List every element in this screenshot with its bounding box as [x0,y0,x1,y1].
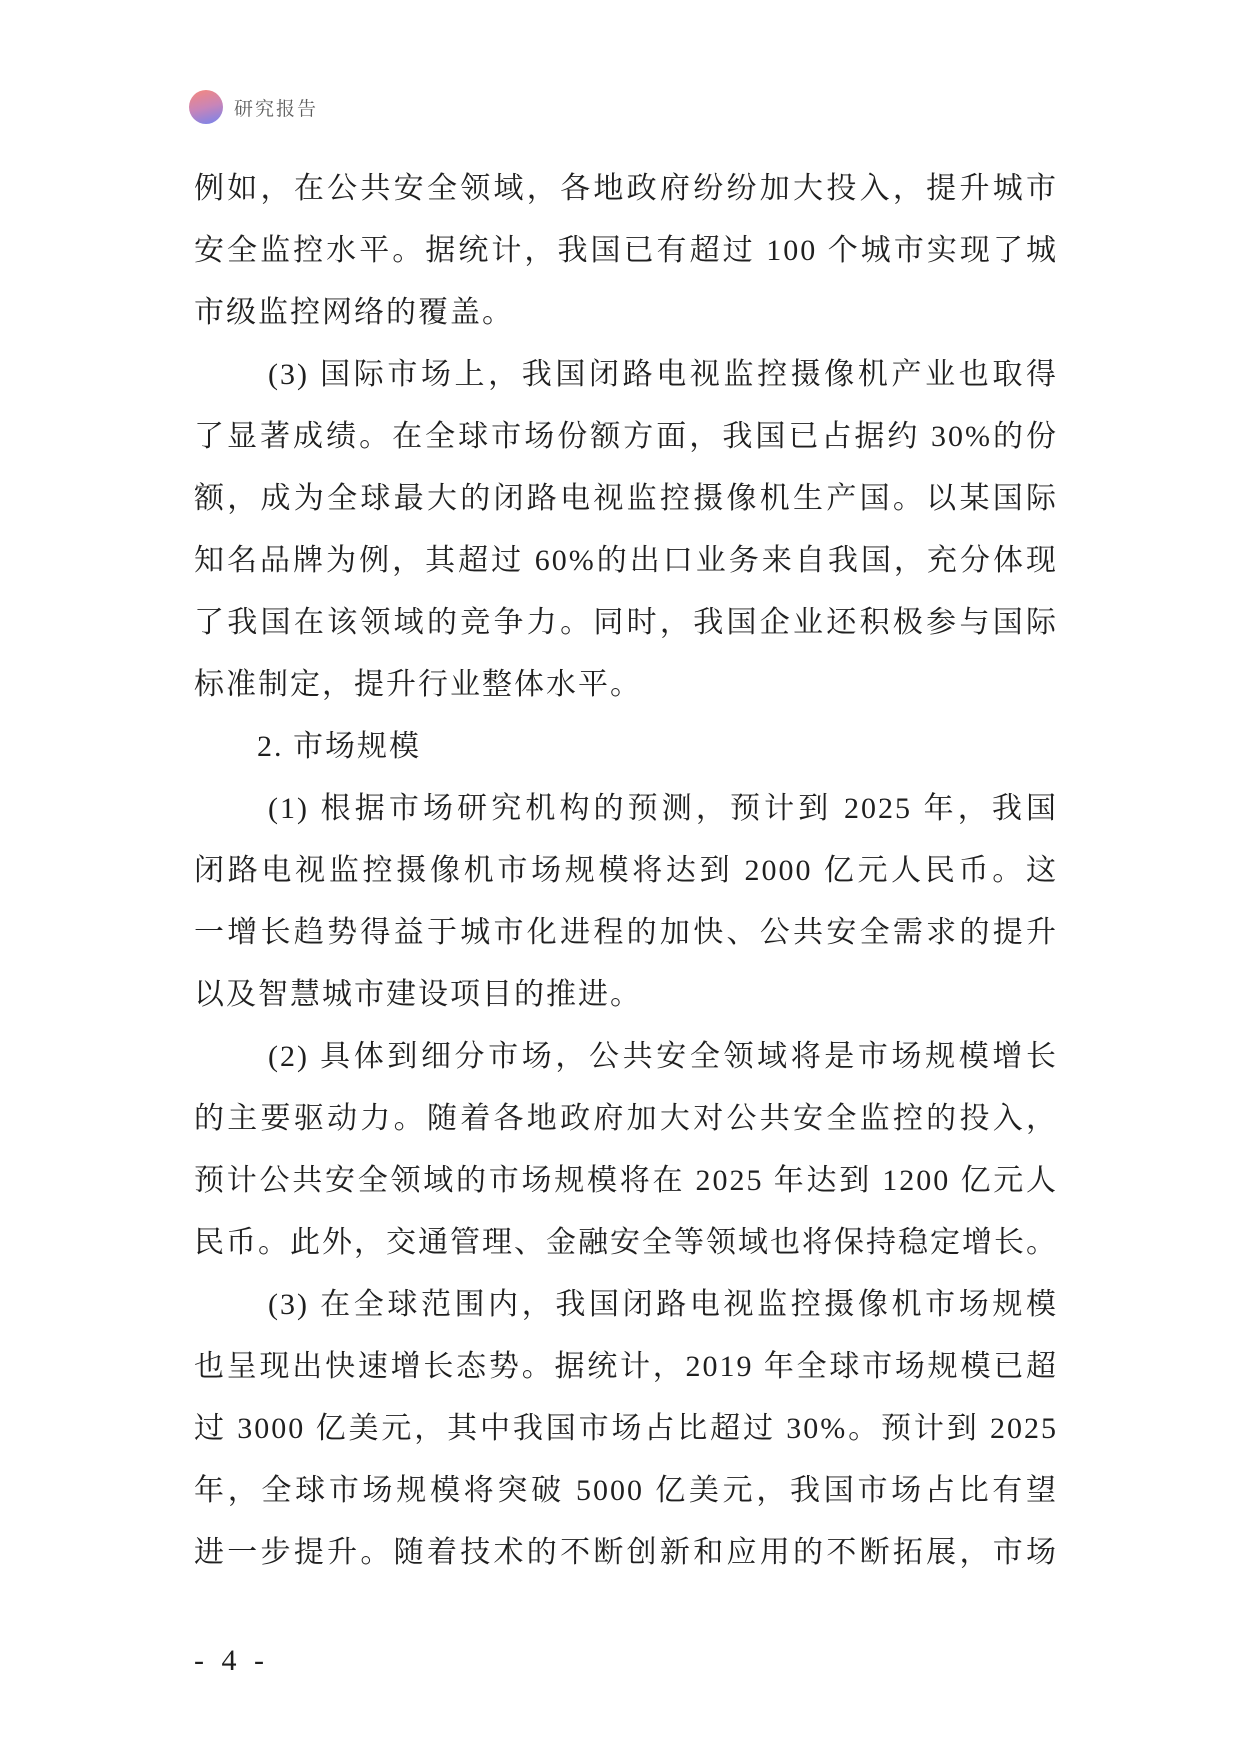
body-line: (3) 在全球范围内，我国闭路电视监控摄像机市场规模 [268,1288,1058,1321]
paragraph [194,778,1058,1026]
body-line: 额，成为全球最大的闭路电视监控摄像机生产国。以某国际 [194,482,1058,515]
body-line: 例如，在公共安全领域，各地政府纷纷加大投入，提升城市 [194,172,1058,205]
body-line: 了显著成绩。在全球市场份额方面，我国已占据约 30%的份 [194,420,1058,453]
page-number: - 4 - [194,1644,266,1677]
body-line: (3) 国际市场上，我国闭路电视监控摄像机产业也取得 [268,358,1058,391]
body-line: (2) 具体到细分市场，公共安全领域将是市场规模增长 [268,1040,1058,1073]
body-line: 闭路电视监控摄像机市场规模将达到 2000 亿元人民币。这 [194,854,1058,887]
body-line: 预计公共安全领域的市场规模将在 2025 年达到 1200 亿元人 [194,1164,1058,1197]
body-line: 了我国在该领域的竞争力。同时，我国企业还积极参与国际 [194,606,1058,639]
document-body [194,158,1058,1584]
body-line: 以及智慧城市建设项目的推进。 [194,978,642,1011]
body-line: 安全监控水平。据统计，我国已有超过 100 个城市实现了城 [194,234,1058,267]
body-line: (1) 根据市场研究机构的预测，预计到 2025 年，我国 [268,792,1058,825]
body-line: 年，全球市场规模将突破 5000 亿美元，我国市场占比有望 [194,1474,1058,1507]
body-line: 过 3000 亿美元，其中我国市场占比超过 30%。预计到 2025 [194,1412,1058,1445]
paragraph [194,344,1058,716]
paragraph [194,158,1058,344]
body-line: 市级监控网络的覆盖。 [194,296,514,329]
section-heading: 2. 市场规模 [257,730,421,763]
body-line: 标准制定，提升行业整体水平。 [194,668,642,701]
body-line: 民币。此外，交通管理、金融安全等领域也将保持稳定增长。 [194,1226,1058,1259]
page-header [189,90,318,124]
report-logo-icon [189,90,223,124]
body-line: 进一步提升。随着技术的不断创新和应用的不断拓展，市场 [194,1536,1058,1569]
paragraph [194,1274,1058,1584]
body-line: 的主要驱动力。随着各地政府加大对公共安全监控的投入， [194,1102,1058,1135]
header-title: 研究报告 [234,97,319,120]
body-line: 知名品牌为例，其超过 60%的出口业务来自我国，充分体现 [194,544,1058,577]
paragraph [194,1026,1058,1274]
body-line: 也呈现出快速增长态势。据统计，2019 年全球市场规模已超 [194,1350,1058,1383]
body-line: 一增长趋势得益于城市化进程的加快、公共安全需求的提升 [194,916,1058,949]
